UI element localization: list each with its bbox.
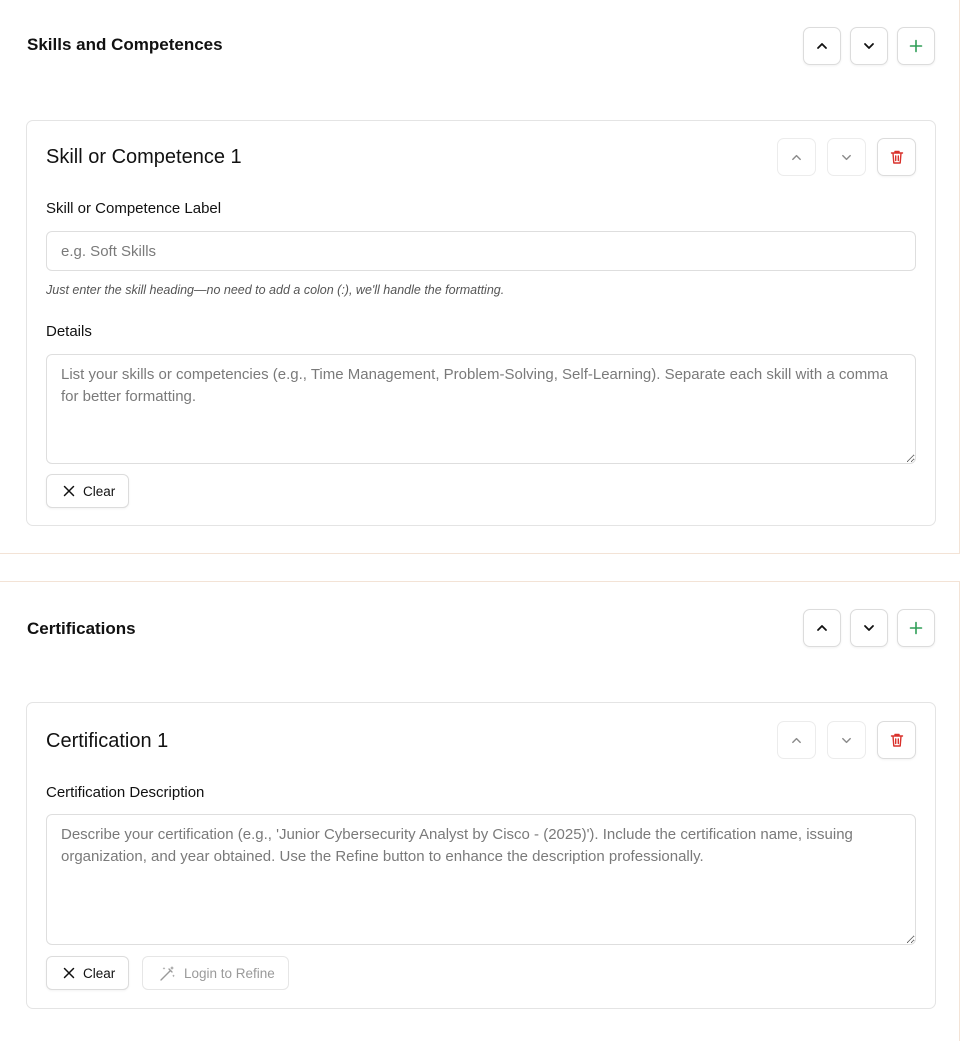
- move-section-down-button[interactable]: [850, 609, 888, 647]
- delete-item-button[interactable]: [877, 721, 916, 759]
- card-title: Skill or Competence 1: [46, 146, 242, 168]
- chevron-down-icon: [862, 621, 876, 635]
- add-skill-button[interactable]: [897, 27, 935, 65]
- trash-icon: [889, 732, 905, 748]
- skill-details-textarea[interactable]: [46, 354, 916, 464]
- plus-icon: [909, 621, 923, 635]
- skill-label-field-label: Skill or Competence Label: [46, 200, 222, 217]
- certification-description-textarea[interactable]: [46, 814, 916, 945]
- chevron-up-icon: [815, 39, 829, 53]
- move-item-up-button[interactable]: [777, 138, 816, 176]
- chevron-down-icon: [840, 151, 853, 164]
- card-controls: [777, 138, 916, 176]
- certifications-section: [0, 581, 960, 1041]
- skill-label-input[interactable]: [46, 231, 916, 271]
- clear-button[interactable]: [46, 956, 129, 990]
- move-item-down-button[interactable]: [827, 138, 866, 176]
- login-to-refine-button[interactable]: [142, 956, 289, 990]
- section-controls: [803, 609, 935, 647]
- clear-button[interactable]: [46, 474, 129, 508]
- delete-item-button[interactable]: [877, 138, 916, 176]
- chevron-up-icon: [790, 151, 803, 164]
- section-title: Certifications: [27, 619, 136, 638]
- close-icon: [63, 485, 75, 497]
- trash-icon: [889, 149, 905, 165]
- chevron-down-icon: [840, 734, 853, 747]
- skill-card: [26, 120, 936, 526]
- move-item-down-button[interactable]: [827, 721, 866, 759]
- chevron-up-icon: [790, 734, 803, 747]
- move-section-down-button[interactable]: [850, 27, 888, 65]
- move-section-up-button[interactable]: [803, 609, 841, 647]
- move-section-up-button[interactable]: [803, 27, 841, 65]
- close-icon: [63, 967, 75, 979]
- section-title: Skills and Competences: [27, 35, 223, 54]
- skill-label-hint: Just enter the skill heading—no need to add a colon (:), we'll handle the formatting.: [46, 283, 505, 297]
- chevron-down-icon: [862, 39, 876, 53]
- add-certification-button[interactable]: [897, 609, 935, 647]
- login-to-refine-label: Login to Refine: [184, 965, 275, 981]
- clear-button-label: Clear: [83, 965, 116, 981]
- details-field-label: Details: [46, 323, 92, 340]
- section-controls: [803, 27, 935, 65]
- plus-icon: [909, 39, 923, 53]
- clear-button-label: Clear: [83, 483, 116, 499]
- magic-wand-icon: [159, 965, 176, 982]
- card-title: Certification 1: [46, 730, 169, 752]
- chevron-up-icon: [815, 621, 829, 635]
- certification-card: [26, 702, 936, 1009]
- move-item-up-button[interactable]: [777, 721, 816, 759]
- certification-description-label: Certification Description: [46, 784, 205, 801]
- card-controls: [777, 721, 916, 759]
